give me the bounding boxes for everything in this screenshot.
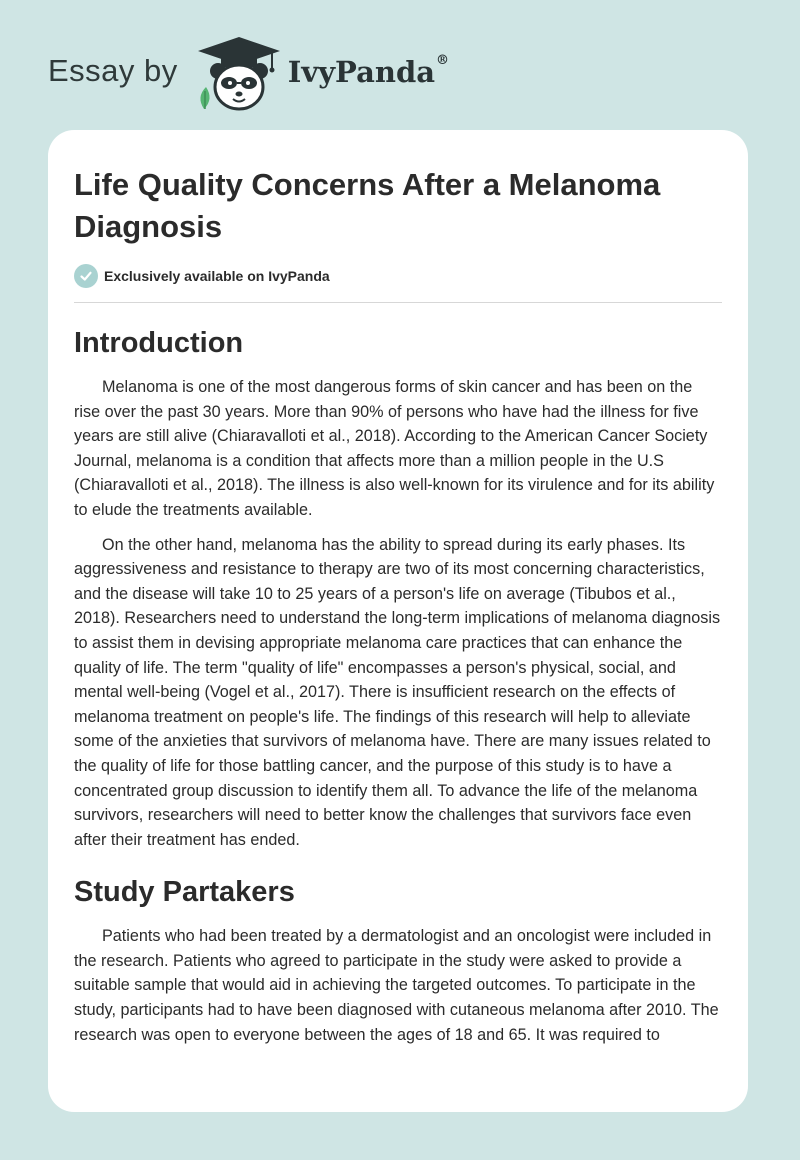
page-title: Life Quality Concerns After a Melanoma Diagnosis — [74, 167, 661, 244]
paragraph: On the other hand, melanoma has the ability to spread during its early phases. Its aggressiveness and resistance to therapy are two of its most concerning characteristics, and the disease will take 10 to 25 years of a person's life on average (Tibubos et al., 2018). Researchers need to understand the long-term implications of melanoma diagnosis to assist them in devising appropriate melanoma care practices that can enhance the quality of life. The term "quality of life" encompasses a person's physical, social, and mental well-being (Vogel et al., 2017). There is insufficient research on the effects of melanoma treatment on people's life. The findings of this research will help to alleviate some of the anxieties that survivors of melanoma have. There are many issues related to the quality of life for those battling cancer, and the purpose of this study is to have a concentrated group discussion to identify them all. To advance the life of the melanoma survivors, researchers will need to better know the challenges that survivors face even after their treatment has ended. — [74, 535, 721, 849]
section-heading-introduction: Introduction — [74, 327, 244, 359]
essay-card — [48, 130, 748, 1112]
registered-mark: ® — [436, 53, 450, 68]
checkmark-icon — [74, 264, 98, 288]
paragraph: Melanoma is one of the most dangerous forms of skin cancer and has been on the rise over the past 30 years. More than 90% of persons who have had the illness for five years are still alive (Chiaravalloti et al., 2018). According to the American Cancer Society Journal, melanoma is a condition that affects more than a million people in the U.S (Chiaravalloti et al., 2018). The illness is also well-known for its virulence and for its ability to elude the treatments available. — [74, 378, 715, 519]
brand-header — [48, 34, 449, 114]
brand-name: IvyPanda® — [287, 53, 450, 89]
exclusive-label: Exclusively available on IvyPanda — [104, 268, 330, 284]
paragraph: Patients who had been treated by a dermatologist and an oncologist were included in the research. Patients who agreed to participate in the study were asked to provide a suitable sample that would aid in achieving the targeted outcomes. To participate in the study, participants had to have been diagnosed with cutaneous melanoma after 2010. The research was open to everyone between the ages of 18 and 65. It was required to — [74, 927, 719, 1044]
section-heading-study-partakers: Study Partakers — [74, 876, 295, 909]
brand-prefix: Essay by — [48, 53, 178, 88]
exclusive-badge — [74, 264, 722, 303]
graduation-panda-icon[interactable] — [194, 35, 284, 113]
